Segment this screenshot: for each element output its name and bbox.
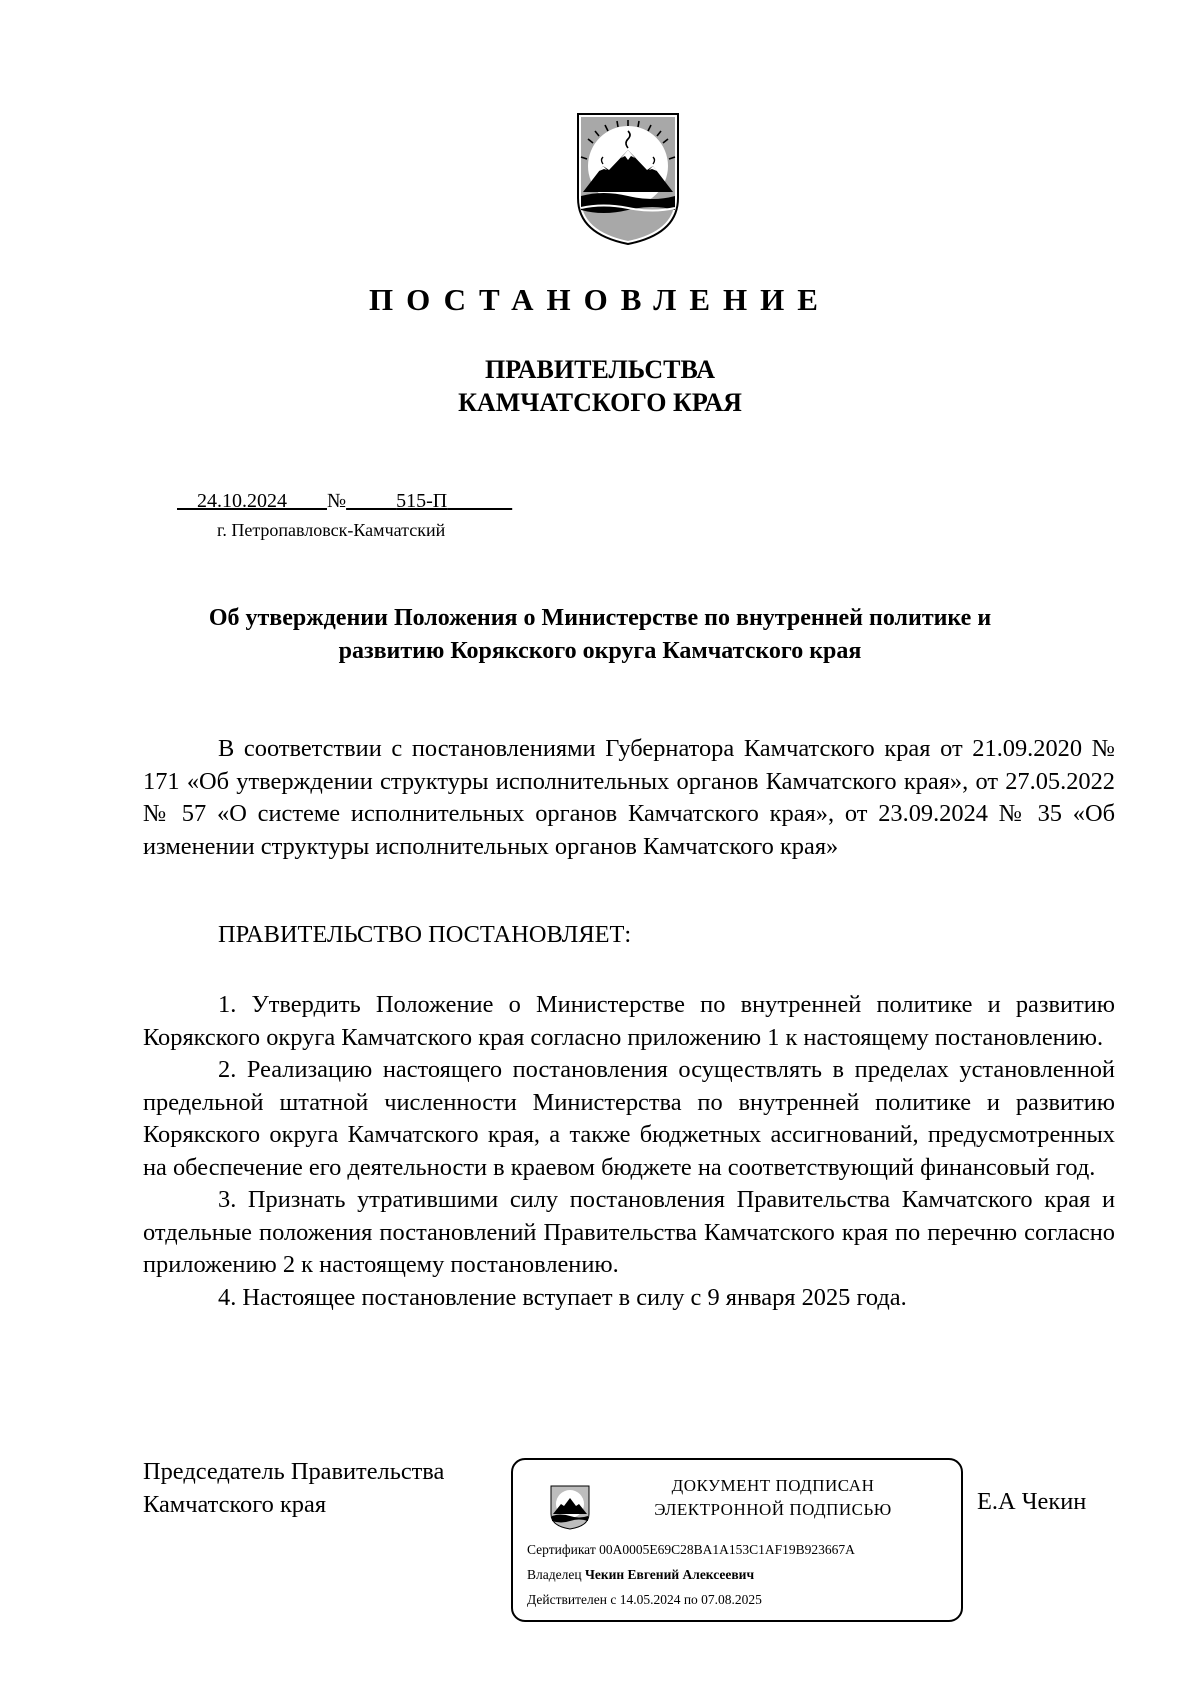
electronic-signature-stamp	[511, 1458, 963, 1622]
stamp-heading-line-2: ЭЛЕКТРОННОЙ ПОДПИСЬЮ	[654, 1500, 892, 1519]
issuer-line-1: ПРАВИТЕЛЬСТВА	[485, 355, 715, 384]
stamp-emblem-icon	[549, 1484, 591, 1530]
number-blank	[346, 490, 512, 512]
document-number: 515-П	[396, 490, 448, 512]
stamp-valid-label: Действителен	[527, 1592, 607, 1607]
decree-item: 4. Настоящее постановление вступает в силу с 9 января 2025 года.	[218, 1283, 907, 1311]
stamp-valid-from-word: с	[610, 1592, 617, 1607]
document-title: ПОСТАНОВЛЕНИЕ	[369, 282, 831, 317]
decree-item: 3. Признать утратившими силу постановления Правительства Камчатского края и отдельные положения постановлений Правительства Камчатского края по перечню согласно приложению 2 к настоящему постановлению.	[143, 1186, 1115, 1278]
date-blank	[177, 490, 327, 512]
stamp-owner-label: Владелец	[527, 1567, 582, 1582]
decree-items	[143, 989, 1115, 1314]
stamp-certificate	[527, 1542, 855, 1558]
stamp-heading-line-1: ДОКУМЕНТ ПОДПИСАН	[671, 1476, 875, 1495]
date-number-line	[177, 490, 512, 513]
decree-statement: ПРАВИТЕЛЬСТВО ПОСТАНОВЛЯЕТ:	[218, 921, 632, 948]
preamble-paragraph	[143, 733, 1115, 863]
document-city: г. Петропавловск-Камчатский	[217, 520, 446, 540]
decree-item: 2. Реализацию настоящего постановления осуществлять в пределах установленной предельной штатной численности Министерства по внутренней политике и развитию Корякского округа Камчатского края, а также бюджетных ассигнований, предусмотренных на обеспечение его деятельности в краевом бюджете на соответствующий финансовый год.	[143, 1056, 1115, 1181]
document-date: 24.10.2024	[197, 490, 287, 512]
signatory-position-line-2: Камчатского края	[143, 1491, 327, 1518]
stamp-certificate-value: 00A0005E69C28BA1A153C1AF19B923667A	[599, 1542, 855, 1557]
stamp-valid-to-word: по	[683, 1592, 698, 1607]
subject-line-1: Об утверждении Положения о Министерстве по внутренней политике и	[208, 605, 992, 631]
signatory-position	[143, 1455, 444, 1521]
stamp-validity	[527, 1592, 762, 1608]
signatory-name: Е.А Чекин	[977, 1488, 1087, 1515]
preamble-text: В соответствии с постановлениями Губернатора Камчатского края от 21.09.2020 № 171 «Об утверждении структуры исполнительных органов Камчатского края», от 27.05.2022 № 57 «О системе исполнительных органов Камчатского края», от 23.09.2024 № 35 «Об изменении структуры исполнительных органов Камчатского края»	[143, 735, 1115, 860]
stamp-owner	[527, 1567, 754, 1583]
subject-line-2: развитию Корякского округа Камчатского края	[338, 638, 862, 664]
signatory-position-line-1: Председатель Правительства	[143, 1458, 445, 1485]
kamchatka-coat-of-arms-icon	[573, 110, 683, 246]
stamp-owner-value: Чекин Евгений Алексеевич	[584, 1567, 755, 1582]
decree-item: 1. Утвердить Положение о Министерстве по внутренней политике и развитию Корякского округа Камчатского края согласно приложению 1 к настоящему постановлению.	[143, 991, 1115, 1051]
stamp-valid-from: 14.05.2024	[619, 1592, 681, 1607]
number-sign: №	[327, 490, 347, 512]
stamp-certificate-label: Сертификат	[527, 1542, 596, 1557]
document-subject	[100, 602, 1100, 668]
stamp-valid-to: 07.08.2025	[701, 1592, 762, 1607]
issuer-line-2: КАМЧАТСКОГО КРАЯ	[458, 388, 742, 417]
